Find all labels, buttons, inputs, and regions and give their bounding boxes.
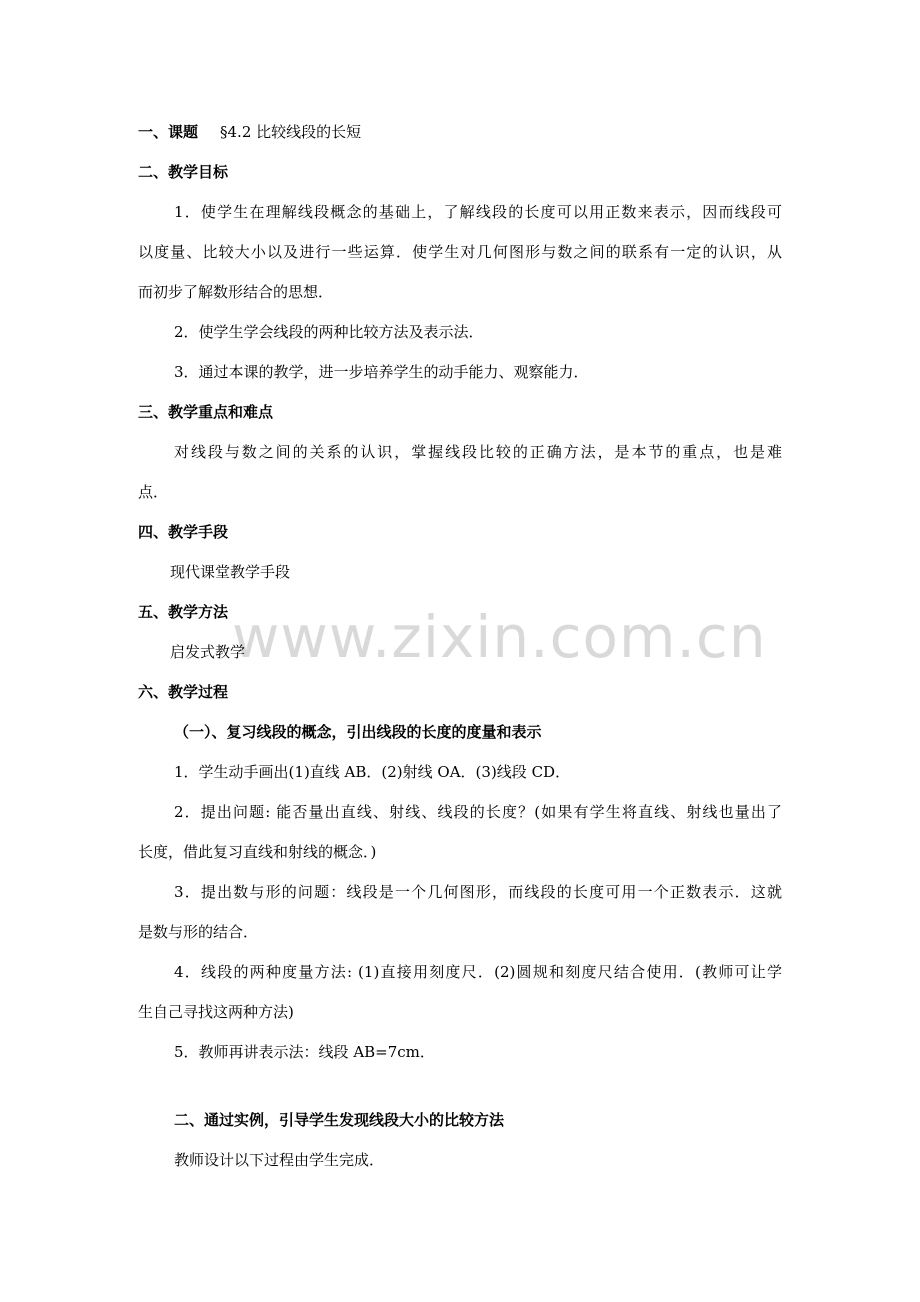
objective-1-line-1: 1．使学生在理解线段概念的基础上，了解线段的长度可以用正数来表示，因而线段可 xyxy=(174,203,782,221)
key-points-line-2: 点． xyxy=(138,483,169,501)
objective-1-line-2: 以度量、比较大小以及进行一些运算．使学生对几何图形与数之间的联系有一定的认识，从 xyxy=(138,243,782,261)
objective-2: 2．使学生学会线段的两种比较方法及表示法． xyxy=(174,323,484,341)
section-heading-topic: 一、课题 xyxy=(138,123,199,141)
lesson-topic-line xyxy=(138,122,361,142)
process-item-4-line-2: 生自己寻找这两种方法) xyxy=(138,1003,294,1021)
process-item-4-line-1: 4．线段的两种度量方法: (1)直接用刻度尺．(2)圆规和刻度尺结合使用．(教师可让学 xyxy=(174,963,782,981)
process-item-2-line-1: 2．提出问题: 能否量出直线、射线、线段的长度？(如果有学生将直线、射线也量出了 xyxy=(174,803,782,821)
process-item-3-line-2: 是数与形的结合． xyxy=(138,923,259,941)
section-heading-key-points: 三、教学重点和难点 xyxy=(138,403,274,421)
subsection-heading-compare: 二、通过实例，引导学生发现线段大小的比较方法 xyxy=(174,1111,505,1129)
process-item-2-line-2: 长度，借此复习直线和射线的概念．) xyxy=(138,843,377,861)
process-item-3-line-1: 3．提出数与形的问题：线段是一个几何图形，而线段的长度可用一个正数表示．这就 xyxy=(174,883,782,901)
teaching-means: 现代课堂教学手段 xyxy=(170,563,291,581)
compare-intro: 教师设计以下过程由学生完成． xyxy=(174,1151,385,1169)
watermark: www.zixin.com.cn xyxy=(232,603,767,671)
subsection-heading-review: （一）、复习线段的概念，引出线段的长度的度量和表示 xyxy=(174,723,542,741)
process-item-1: 1．学生动手画出(1)直线 AB．(2)射线 OA．(3)线段 CD． xyxy=(174,763,571,781)
section-heading-means: 四、教学手段 xyxy=(138,523,229,541)
objective-1-line-3: 而初步了解数形结合的思想． xyxy=(138,283,334,301)
section-heading-methods: 五、教学方法 xyxy=(138,603,229,621)
objective-3: 3．通过本课的教学，进一步培养学生的动手能力、观察能力． xyxy=(174,363,589,381)
lesson-topic: §4.2 比较线段的长短 xyxy=(220,123,362,141)
section-heading-objectives: 二、教学目标 xyxy=(138,163,229,181)
process-item-5: 5．教师再讲表示法：线段 AB=7cm． xyxy=(174,1043,435,1061)
section-heading-process: 六、教学过程 xyxy=(138,683,229,701)
key-points-line-1: 对线段与数之间的关系的认识，掌握线段比较的正确方法，是本节的重点，也是难 xyxy=(174,443,782,461)
teaching-method: 启发式教学 xyxy=(170,643,246,661)
